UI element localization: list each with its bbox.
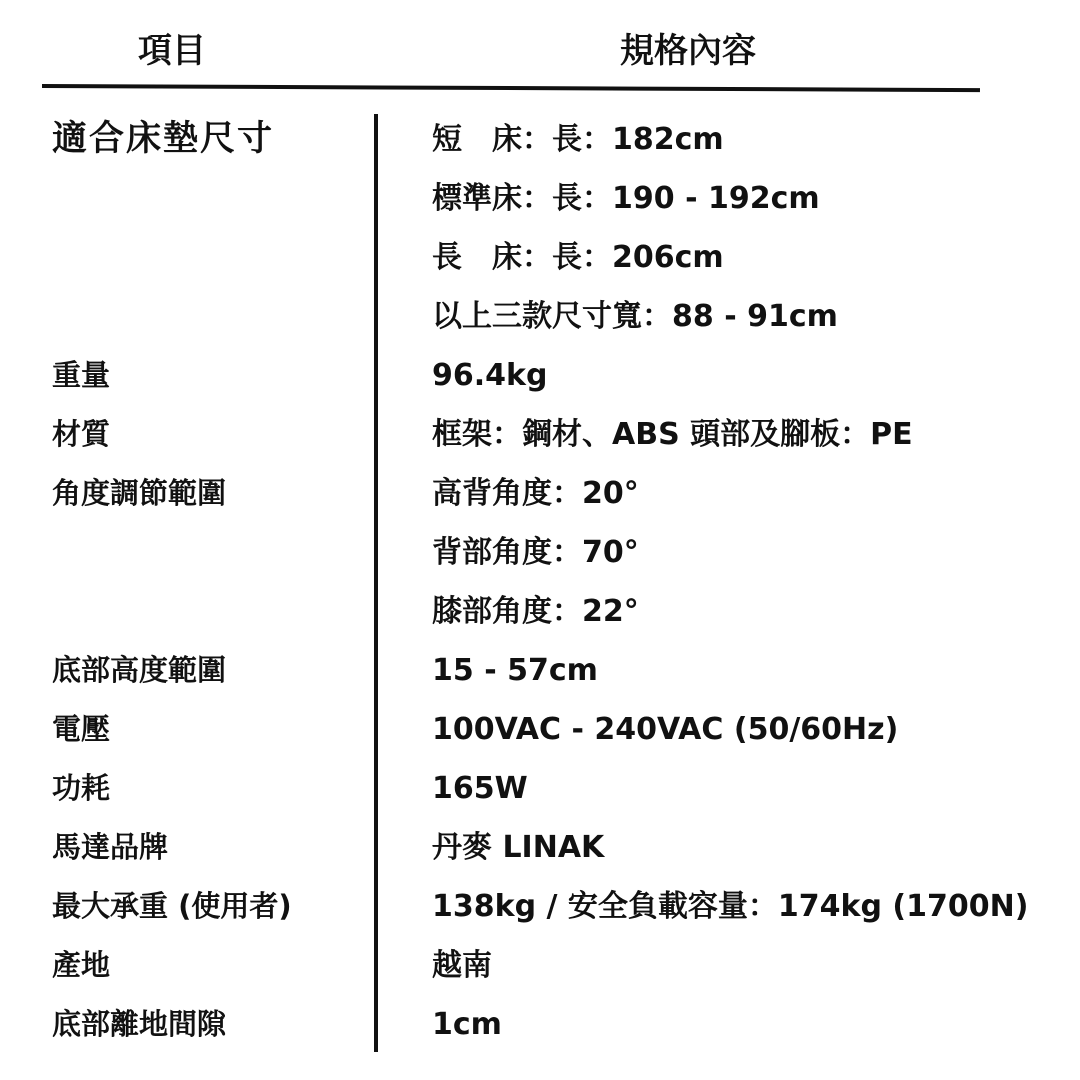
row-values: [380, 405, 1080, 464]
table-row: [0, 641, 1080, 700]
row-label: 最大承重 (使用者): [52, 889, 292, 923]
table-row: [0, 110, 1080, 346]
row-value: 高背角度：20°: [432, 476, 639, 511]
row-value: 100VAC - 240VAC (50/60Hz): [432, 712, 899, 747]
row-label: 馬達品牌: [52, 830, 169, 864]
row-label: 產地: [52, 948, 111, 982]
table-row: [0, 995, 1080, 1054]
row-value: 165W: [432, 771, 528, 806]
row-value: 15 - 57cm: [432, 653, 598, 688]
table-row: [0, 818, 1080, 877]
row-label: 角度調節範圍: [52, 476, 227, 510]
row-values: [380, 700, 1080, 759]
table-row: [0, 877, 1080, 936]
row-value: 框架：鋼材、ABS 頭部及腳板：PE: [432, 417, 913, 452]
row-values: [380, 759, 1080, 818]
row-label: 重量: [52, 358, 111, 392]
table-row: [0, 936, 1080, 995]
row-label: 底部高度範圍: [52, 653, 227, 687]
row-value: 1cm: [432, 1007, 502, 1042]
header-divider: [42, 84, 980, 92]
row-values: [380, 936, 1080, 995]
row-value: 標準床：長：190 - 192cm: [432, 181, 820, 216]
row-value: 96.4kg: [432, 358, 548, 393]
row-values: [380, 641, 1080, 700]
row-label: 適合床墊尺寸: [52, 119, 275, 159]
table-row: [0, 405, 1080, 464]
row-value: 長 床：長：206cm: [432, 240, 724, 275]
row-values: [380, 818, 1080, 877]
table-row: [0, 464, 1080, 641]
row-label: 底部離地間隙: [52, 1007, 227, 1041]
table-row: [0, 700, 1080, 759]
spec-table: [0, 110, 1080, 1054]
row-values: [380, 995, 1080, 1054]
row-label: 材質: [52, 417, 111, 451]
table-row: [0, 346, 1080, 405]
row-value: 短 床：長：182cm: [432, 122, 724, 157]
row-values: [380, 877, 1080, 936]
row-value: 138kg / 安全負載容量：174kg (1700N): [432, 889, 1029, 924]
row-value: 越南: [432, 948, 492, 983]
row-value: 膝部角度：22°: [432, 594, 639, 629]
row-value: 以上三款尺寸寬：88 - 91cm: [432, 299, 838, 334]
table-row: [0, 759, 1080, 818]
row-label: 功耗: [52, 771, 111, 805]
row-values: [380, 346, 1080, 405]
row-value: 丹麥 LINAK: [432, 830, 605, 865]
header-item-label: 項目: [138, 31, 206, 71]
row-value: 背部角度：70°: [432, 535, 639, 570]
row-values: [380, 464, 1080, 641]
header-spec-label: 規格內容: [620, 31, 756, 71]
row-values: [380, 110, 1080, 346]
row-label: 電壓: [52, 712, 111, 746]
table-header: [0, 28, 1080, 78]
